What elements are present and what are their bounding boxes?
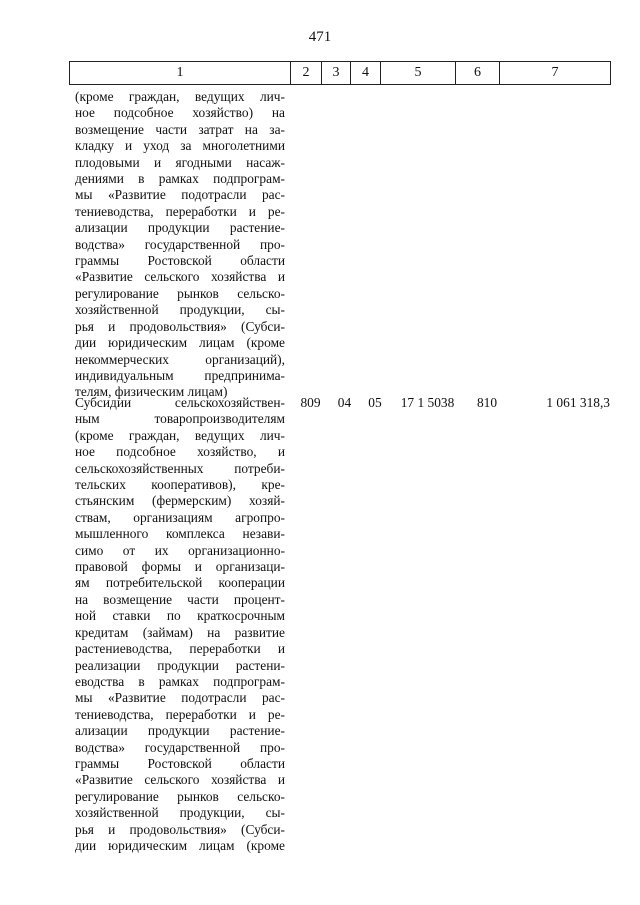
- description-line: тениеводства, переработки и ре-: [75, 203, 285, 219]
- description-line: тельских кооперативов), кре-: [75, 477, 285, 493]
- target-article-code: 17 1 5038: [400, 395, 455, 410]
- description-line: симо от их организационно-: [75, 542, 285, 558]
- description-line: рья и продовольствия» (Субси-: [75, 318, 285, 334]
- row-description: [75, 395, 285, 854]
- description-line: дениями в рамках подпрограм-: [75, 171, 285, 187]
- amount-value: 1 061 318,3: [546, 395, 610, 410]
- ministry-code: 809: [300, 395, 321, 410]
- description-line: «Развитие сельского хозяйства и: [75, 772, 285, 788]
- description-line: регулирование рынков сельско-: [75, 788, 285, 804]
- description-line: ализации продукции растение-: [75, 220, 285, 236]
- column-header-7: 7: [500, 62, 611, 85]
- description-line: (кроме граждан, ведущих лич-: [75, 89, 285, 104]
- description-line: ям потребительской кооперации: [75, 575, 285, 591]
- description-line: реализации продукции растени-: [75, 657, 285, 673]
- column-header-1: 1: [70, 62, 291, 85]
- description-line: ной ставки по краткосрочным: [75, 608, 285, 624]
- description-line: на возмещение части процент-: [75, 591, 285, 607]
- column-header-6: 6: [456, 62, 500, 85]
- column-header-3: 3: [322, 62, 351, 85]
- description-line: индивидуальным предпринима-: [75, 367, 285, 383]
- description-line: ствам, организациям агропро-: [75, 509, 285, 525]
- description-line: ное подсобное хозяйство) на: [75, 105, 285, 121]
- description-line: еводства в рамках подпрограм-: [75, 673, 285, 689]
- description-line: мышленного комплекса незави-: [75, 526, 285, 542]
- description-line: сельскохозяйственных потреби-: [75, 460, 285, 476]
- description-line: хозяйственной продукции, сы-: [75, 302, 285, 318]
- description-line: дии юридическим лицам (кроме: [75, 837, 285, 853]
- description-line: некоммерческих организаций),: [75, 351, 285, 367]
- description-line: ализации продукции растение-: [75, 723, 285, 739]
- description-line: граммы Ростовской области: [75, 253, 285, 269]
- row-description: [75, 89, 285, 401]
- description-line: ным товаропроизводителям: [75, 411, 285, 427]
- description-line: «Развитие сельского хозяйства и: [75, 269, 285, 285]
- description-line: рья и продовольствия» (Субси-: [75, 821, 285, 837]
- column-header-4: 4: [351, 62, 381, 85]
- description-line: граммы Ростовской области: [75, 755, 285, 771]
- subsection-code: 05: [368, 395, 382, 410]
- description-line: дии юридическим лицам (кроме: [75, 335, 285, 351]
- description-line: Субсидии сельскохозяйствен-: [75, 395, 285, 410]
- column-header-row: [70, 62, 611, 85]
- expense-type-code: 810: [476, 395, 498, 410]
- description-line: возмещение части затрат на за-: [75, 121, 285, 137]
- description-line: стьянским (фермерским) хозяй-: [75, 493, 285, 509]
- column-header-2: 2: [291, 62, 322, 85]
- description-line: кредитам (займам) на развитие: [75, 624, 285, 640]
- table-row: [75, 89, 613, 400]
- description-line: плодовыми и ягодными насаж-: [75, 154, 285, 170]
- description-line: (кроме граждан, ведущих лич-: [75, 427, 285, 443]
- column-header-table: [69, 61, 611, 85]
- description-line: мы «Развитие подотрасли рас-: [75, 690, 285, 706]
- description-line: регулирование рынков сельско-: [75, 285, 285, 301]
- description-line: кладку и уход за многолетними: [75, 138, 285, 154]
- description-line: мы «Развитие подотрасли рас-: [75, 187, 285, 203]
- description-line: водства» государственной про-: [75, 236, 285, 252]
- description-line: правовой формы и организаци-: [75, 559, 285, 575]
- page-number: 471: [308, 29, 332, 45]
- description-line: водства» государственной про-: [75, 739, 285, 755]
- section-code: 04: [337, 395, 352, 410]
- table-row: [75, 395, 613, 853]
- description-line: ное подсобное хозяйство, и: [75, 444, 285, 460]
- column-header-5: 5: [381, 62, 456, 85]
- description-line: хозяйственной продукции, сы-: [75, 805, 285, 821]
- description-line: телям, физическим лицам): [75, 384, 228, 400]
- description-line: тениеводства, переработки и ре-: [75, 706, 285, 722]
- description-line: растениеводства, переработки и: [75, 641, 285, 657]
